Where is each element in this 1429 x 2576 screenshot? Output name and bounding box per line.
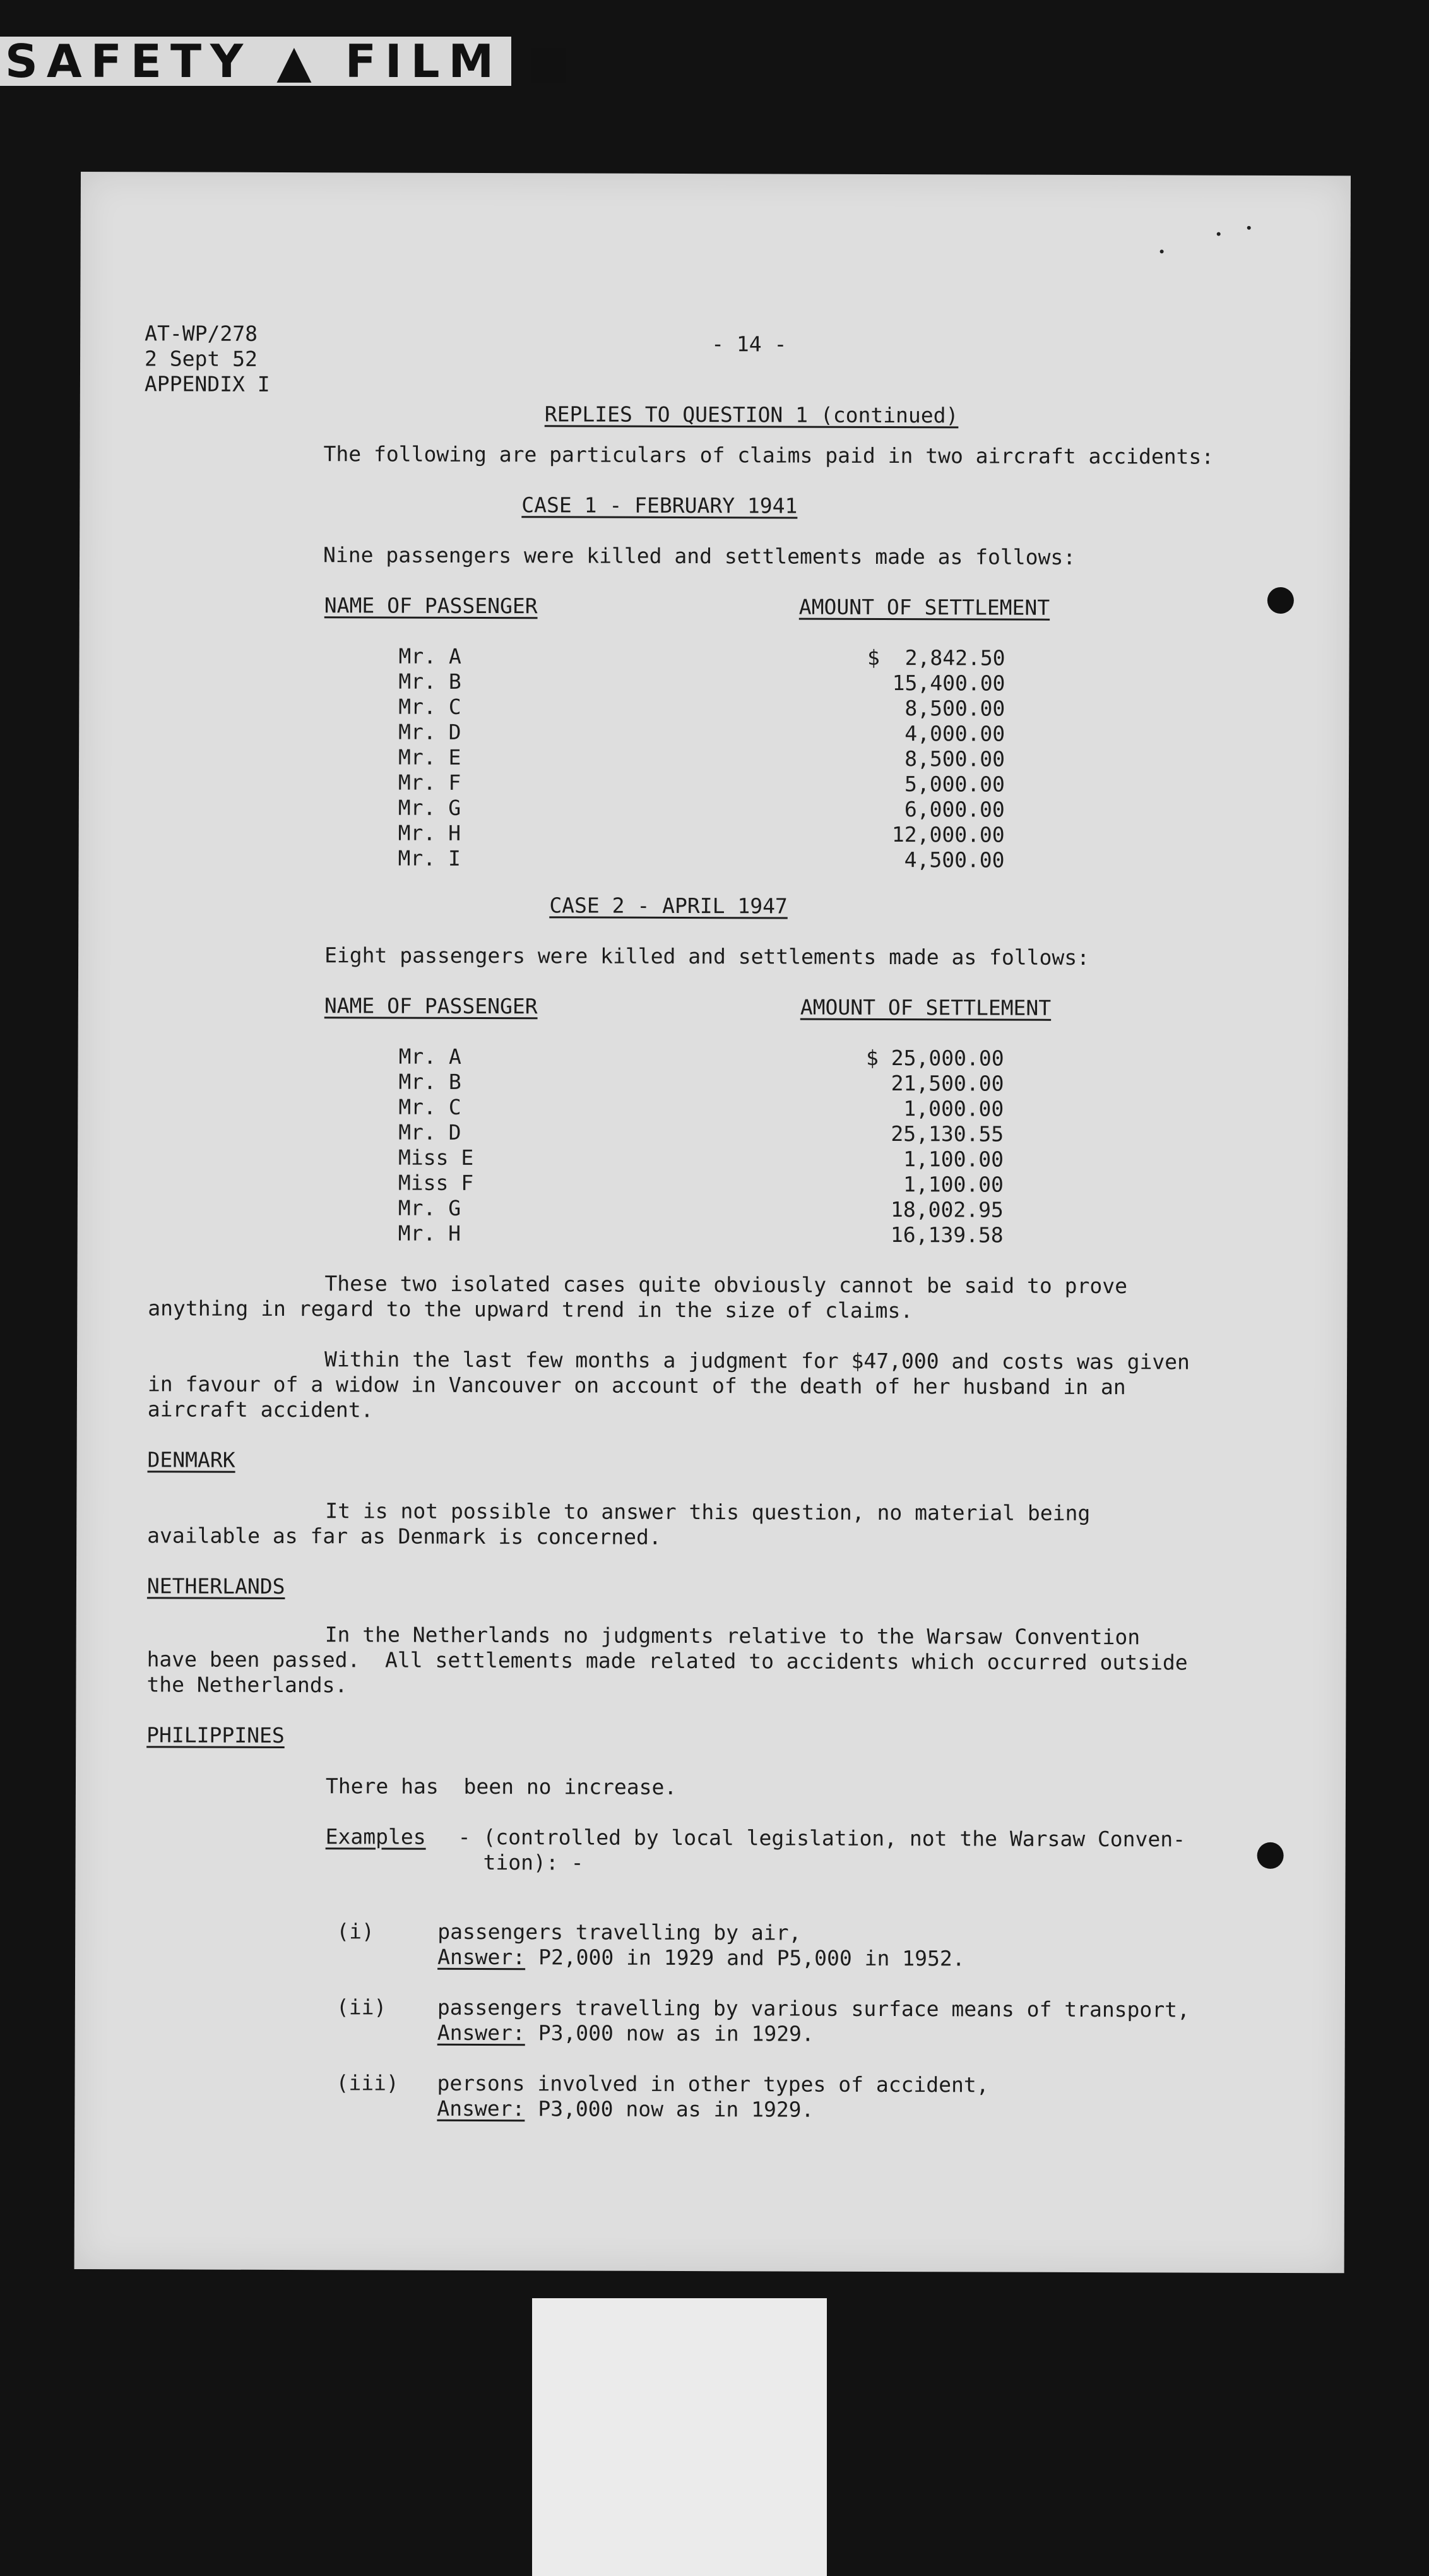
paragraph-line: Within the last few months a judgment for $47,000 and costs was given bbox=[324, 1347, 1190, 1374]
film-speck bbox=[1160, 249, 1164, 253]
blank-target-card bbox=[532, 2298, 827, 2576]
case2-settlement-amount: 1,000.00 bbox=[903, 1096, 1004, 1121]
case1-heading: CASE 1 - FEBRUARY 1941 bbox=[521, 492, 798, 518]
case1-intro: Nine passengers were killed and settlements made as follows: bbox=[323, 542, 1076, 569]
netherlands-heading: NETHERLANDS bbox=[146, 1573, 285, 1599]
answer-value: P3,000 now as in 1929. bbox=[538, 2020, 814, 2046]
philippines-no-increase: There has been no increase. bbox=[325, 1774, 677, 1799]
example-description: persons involved in other types of accident, bbox=[437, 2070, 989, 2097]
film-speck bbox=[1247, 226, 1251, 230]
case1-settlement-amount: $ 2,842.50 bbox=[867, 645, 1005, 671]
case2-settlement-amount: $ 25,000.00 bbox=[865, 1045, 1004, 1071]
case1-col-name: NAME OF PASSENGER bbox=[324, 593, 538, 619]
case1-passenger-name: Mr. I bbox=[398, 845, 461, 871]
case1-passenger-name: Mr. E bbox=[398, 744, 461, 770]
case2-passenger-name: Mr. B bbox=[398, 1069, 461, 1094]
answer-label: Answer: bbox=[437, 2020, 525, 2046]
example-description: passengers travelling by air, bbox=[437, 1919, 802, 1945]
case2-settlement-amount: 16,139.58 bbox=[890, 1222, 1004, 1248]
punch-hole bbox=[1257, 1842, 1284, 1869]
case2-col-amount: AMOUNT OF SETTLEMENT bbox=[800, 994, 1052, 1020]
case1-passenger-name: Mr. G bbox=[398, 795, 461, 820]
case1-passenger-name: Mr. D bbox=[398, 719, 461, 744]
case2-passenger-name: Mr. G bbox=[398, 1195, 461, 1220]
case1-settlement-amount: 6,000.00 bbox=[904, 797, 1005, 822]
case1-settlement-amount: 12,000.00 bbox=[891, 822, 1005, 847]
case2-settlement-amount: 25,130.55 bbox=[891, 1121, 1004, 1147]
case1-passenger-name: Mr. F bbox=[398, 770, 461, 795]
punch-hole bbox=[1267, 587, 1294, 614]
case2-settlement-amount: 21,500.00 bbox=[891, 1071, 1004, 1096]
examples-text: tion): - bbox=[483, 1850, 584, 1875]
case1-passenger-name: Mr. A bbox=[398, 643, 461, 669]
page-number: - 14 - bbox=[711, 331, 787, 357]
example-number: (iii) bbox=[336, 2070, 399, 2096]
case1-passenger-name: Mr. H bbox=[398, 820, 461, 845]
case1-col-amount: AMOUNT OF SETTLEMENT bbox=[798, 594, 1050, 620]
case2-passenger-name: Mr. A bbox=[398, 1044, 462, 1069]
case2-settlement-amount: 1,100.00 bbox=[903, 1147, 1004, 1172]
document-ref: AT-WP/278 bbox=[145, 321, 258, 346]
case2-passenger-name: Mr. H bbox=[398, 1220, 461, 1246]
film-speck bbox=[1217, 232, 1221, 236]
section-title: REPLIES TO QUESTION 1 (continued) bbox=[544, 402, 959, 428]
answer-label: Answer: bbox=[437, 2096, 525, 2121]
document-page bbox=[74, 172, 1351, 2273]
answer-value: P3,000 now as in 1929. bbox=[538, 2096, 814, 2122]
appendix-label: APPENDIX I bbox=[144, 371, 270, 397]
document-date: 2 Sept 52 bbox=[145, 346, 258, 371]
paragraph-line: In the Netherlands no judgments relative to the Warsaw Convention bbox=[324, 1622, 1141, 1650]
case2-passenger-name: Mr. D bbox=[398, 1119, 461, 1145]
case1-passenger-name: Mr. C bbox=[398, 694, 461, 719]
paragraph-line: These two isolated cases quite obviously cannot be said to prove bbox=[324, 1271, 1128, 1299]
denmark-heading: DENMARK bbox=[147, 1447, 235, 1472]
case1-settlement-amount: 8,500.00 bbox=[904, 746, 1005, 772]
case2-passenger-name: Miss E bbox=[398, 1145, 474, 1170]
case1-settlement-amount: 4,500.00 bbox=[904, 847, 1005, 873]
examples-text: - (controlled by local legislation, not the Warsaw Conven- bbox=[458, 1824, 1186, 1852]
film-edge-label: SAFETY ▲ FILM ■ bbox=[0, 37, 511, 86]
case2-settlement-amount: 1,100.00 bbox=[903, 1172, 1004, 1197]
case2-col-name: NAME OF PASSENGER bbox=[324, 993, 538, 1019]
paragraph-line: anything in regard to the upward trend in the size of claims. bbox=[148, 1296, 913, 1323]
case2-settlement-amount: 18,002.95 bbox=[890, 1197, 1004, 1222]
case1-settlement-amount: 8,500.00 bbox=[904, 696, 1005, 721]
answer-label: Answer: bbox=[437, 1944, 526, 1970]
case2-passenger-name: Miss F bbox=[398, 1170, 474, 1195]
philippines-heading: PHILIPPINES bbox=[146, 1722, 285, 1748]
example-number: (ii) bbox=[336, 1995, 387, 2020]
case2-passenger-name: Mr. C bbox=[398, 1094, 461, 1119]
case2-heading: CASE 2 - APRIL 1947 bbox=[549, 893, 788, 919]
case1-settlement-amount: 4,000.00 bbox=[904, 721, 1005, 746]
case2-intro: Eight passengers were killed and settlements made as follows: bbox=[324, 943, 1090, 970]
answer-value: P2,000 in 1929 and P5,000 in 1952. bbox=[538, 1945, 965, 1971]
paragraph-line: in favour of a widow in Vancouver on account of the death of her husband in an bbox=[147, 1371, 1126, 1400]
paragraph-line: It is not possible to answer this question, no material being bbox=[325, 1498, 1091, 1526]
example-number: (i) bbox=[336, 1919, 374, 1944]
paragraph-line: available as far as Denmark is concerned. bbox=[147, 1523, 661, 1549]
intro-text: The following are particulars of claims paid in two aircraft accidents: bbox=[323, 441, 1214, 469]
paragraph-line: have been passed. All settlements made related to accidents which occurred outside bbox=[146, 1647, 1188, 1675]
case1-settlement-amount: 5,000.00 bbox=[904, 772, 1005, 797]
examples-label: Examples bbox=[325, 1824, 426, 1849]
case1-passenger-name: Mr. B bbox=[398, 669, 461, 694]
example-description: passengers travelling by various surface means of transport, bbox=[437, 1995, 1190, 2022]
paragraph-line: aircraft accident. bbox=[147, 1397, 374, 1422]
case1-settlement-amount: 15,400.00 bbox=[892, 671, 1005, 696]
paragraph-line: the Netherlands. bbox=[146, 1672, 348, 1698]
